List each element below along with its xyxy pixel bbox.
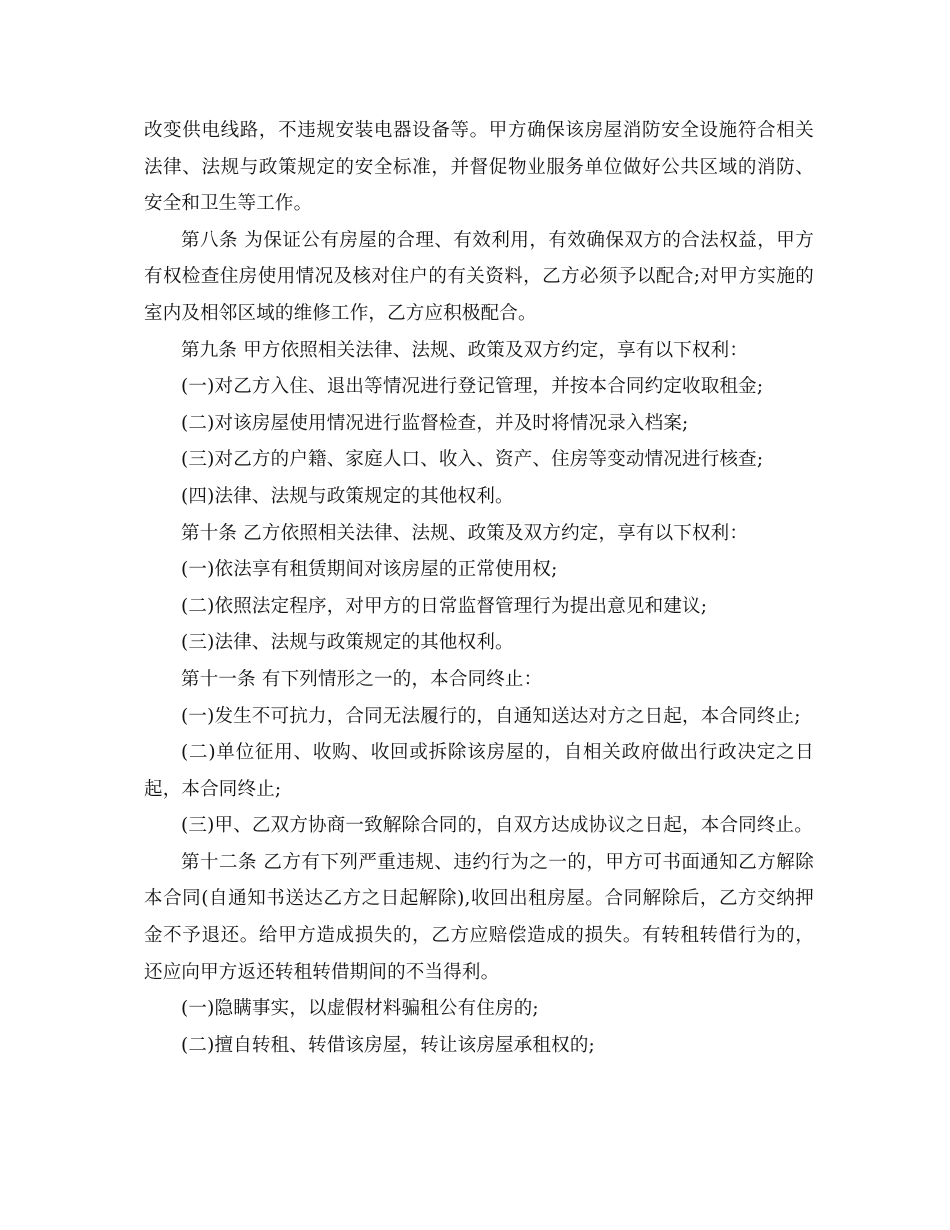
article-12-item-2: (二)擅自转租、转借该房屋，转让该房屋承租权的; bbox=[181, 1034, 595, 1056]
document-body bbox=[144, 113, 814, 1064]
article-11-heading: 第十一条 有下列情形之一的，本合同终止： bbox=[181, 668, 543, 690]
article-10-item-2: (二)依照法定程序，对甲方的日常监督管理行为提出意见和建议; bbox=[181, 595, 708, 617]
article-10-heading: 第十条 乙方依照相关法律、法规、政策及双方约定，享有以下权利： bbox=[181, 522, 749, 544]
article-9-item-1: (一)对乙方入住、退出等情况进行登记管理，并按本合同约定收取租金; bbox=[181, 376, 764, 398]
article-11-item-2: (二)单位征用、收购、收回或拆除该房屋的，自相关政府做出行政决定之日起，本合同终止; bbox=[144, 742, 814, 800]
article-8-paragraph: 第八条 为保证公有房屋的合理、有效利用，有效确保双方的合法权益，甲方有权检查住房使用情况及核对住户的有关资料，乙方必须予以配合;对甲方实施的室内及相邻区域的维修工作，乙方应积极配合。 bbox=[144, 229, 814, 324]
article-9-item-4: (四)法律、法规与政策规定的其他权利。 bbox=[181, 485, 514, 507]
paragraph-p1: 改变供电线路，不违规安装电器设备等。甲方确保该房屋消防安全设施符合相关法律、法规与政策规定的安全标准，并督促物业服务单位做好公共区域的消防、安全和卫生等工作。 bbox=[144, 120, 814, 215]
article-10-item-3: (三)法律、法规与政策规定的其他权利。 bbox=[181, 632, 514, 654]
article-10-item-1: (一)依法享有租赁期间对该房屋的正常使用权; bbox=[181, 559, 558, 581]
article-9-item-2: (二)对该房屋使用情况进行监督检查，并及时将情况录入档案; bbox=[181, 412, 689, 434]
article-11-item-1: (一)发生不可抗力，合同无法履行的，自通知送达对方之日起，本合同终止; bbox=[181, 705, 801, 727]
article-11-item-3: (三)甲、乙双方协商一致解除合同的，自双方达成协议之日起，本合同终止。 bbox=[181, 815, 813, 837]
article-12-item-1: (一)隐瞒事实，以虚假材料骗租公有住房的; bbox=[181, 998, 539, 1020]
article-12-paragraph: 第十二条 乙方有下列严重违规、违约行为之一的，甲方可书面通知乙方解除本合同(自通知书送达乙方之日起解除),收回出租房屋。合同解除后，乙方交纳押金不予退还。给甲方造成损失的，乙方应赔偿造成的损失。有转租转借行为的，还应向甲方返还转租转借期间的不当得利。 bbox=[144, 851, 814, 983]
article-9-heading: 第九条 甲方依照相关法律、法规、政策及双方约定，享有以下权利： bbox=[181, 339, 749, 361]
article-9-item-3: (三)对乙方的户籍、家庭人口、收入、资产、住房等变动情况进行核查; bbox=[181, 449, 764, 471]
